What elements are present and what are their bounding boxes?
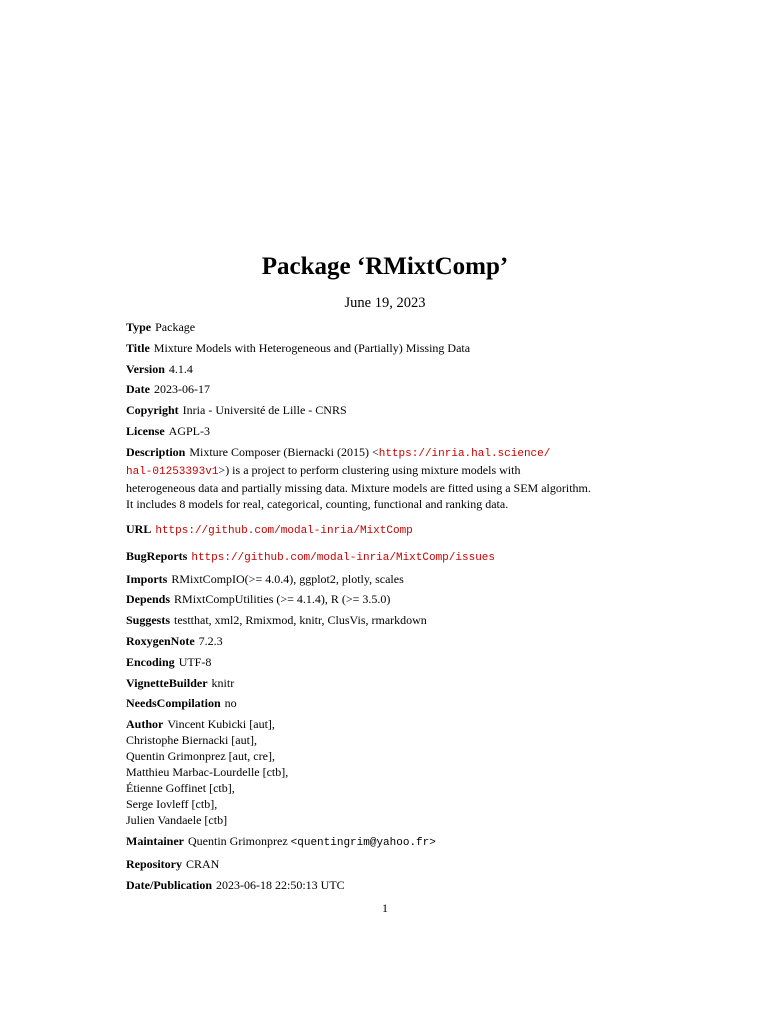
field-suggests xyxy=(126,612,666,628)
maintainer-email: <quentingrim@yahoo.fr> xyxy=(290,836,436,849)
field-depends xyxy=(126,591,666,607)
field-label: Author xyxy=(126,717,164,732)
field-value: UTF-8 xyxy=(178,654,212,669)
description-text: Mixture Composer (Biernacki (2015) < xyxy=(189,444,379,459)
field-label: License xyxy=(126,423,165,438)
package-title: Package ‘RMixtComp’ xyxy=(261,253,509,280)
description-line-4: It includes 8 models for real, categorical, counting, functional and ranking data. xyxy=(126,496,509,511)
field-label: Description xyxy=(126,444,186,459)
url-link[interactable]: https://github.com/modal-inria/MixtComp xyxy=(155,524,413,537)
field-date xyxy=(126,381,666,397)
description-line-2 xyxy=(126,462,666,480)
field-roxygennote xyxy=(126,633,666,649)
description-line-3: heterogeneous data and partially missing data. Mixture models are fitted using a SEM algorithm. xyxy=(126,480,591,495)
field-copyright xyxy=(126,402,666,418)
field-label: Maintainer xyxy=(126,833,184,848)
author-name: Étienne Goffinet [ctb], xyxy=(126,781,235,796)
field-imports xyxy=(126,571,666,587)
field-value: 2023-06-17 xyxy=(154,382,210,397)
description-text: >) is a project to perform clustering using mixture models with xyxy=(218,462,521,477)
field-needscompilation xyxy=(126,695,666,711)
field-value: Inria - Université de Lille - CNRS xyxy=(182,403,347,418)
field-encoding xyxy=(126,654,666,670)
package-fields xyxy=(126,319,666,897)
description-doi-link-cont[interactable]: hal-01253393v1 xyxy=(126,465,219,478)
field-label: VignetteBuilder xyxy=(126,675,208,690)
author-name: Serge Iovleff [ctb], xyxy=(126,797,218,812)
document-date: June 19, 2023 xyxy=(344,295,426,311)
field-label: Type xyxy=(126,320,152,334)
field-label: Repository xyxy=(126,856,182,871)
field-label: URL xyxy=(126,521,152,536)
field-label: Copyright xyxy=(126,403,179,418)
field-value: 2023-06-18 22:50:13 UTC xyxy=(216,877,345,892)
field-bugreports xyxy=(126,548,666,566)
field-label: Date xyxy=(126,382,150,397)
bugreports-link[interactable]: https://github.com/modal-inria/MixtComp/issues xyxy=(191,551,495,564)
field-label: Depends xyxy=(126,592,171,607)
field-url xyxy=(126,521,666,539)
field-maintainer xyxy=(126,833,666,851)
field-value: 7.2.3 xyxy=(198,633,223,648)
field-value: RMixtCompUtilities (>= 4.1.4), R (>= 3.5.0) xyxy=(174,592,391,607)
field-author xyxy=(126,716,666,828)
description-doi-link[interactable]: https://inria.hal.science/ xyxy=(378,447,551,460)
field-repository xyxy=(126,856,666,872)
field-license xyxy=(126,423,666,439)
field-label: Encoding xyxy=(126,654,175,669)
author-name: Christophe Biernacki [aut], xyxy=(126,733,257,748)
author-name: Matthieu Marbac-Lourdelle [ctb], xyxy=(126,765,289,780)
field-value: Mixture Models with Heterogeneous and (Partially) Missing Data xyxy=(153,340,471,355)
field-value: AGPL-3 xyxy=(168,423,211,438)
field-version xyxy=(126,361,666,377)
field-label: Date/Publication xyxy=(126,877,212,892)
field-value: knitr xyxy=(211,675,235,690)
field-value: testthat, xml2, Rmixmod, knitr, ClusVis, rmarkdown xyxy=(174,613,427,628)
author-name: Quentin Grimonprez [aut, cre], xyxy=(126,749,275,764)
field-value: 4.1.4 xyxy=(168,361,193,376)
field-label: BugReports xyxy=(126,548,188,563)
field-label: RoxygenNote xyxy=(126,633,195,648)
maintainer-name: Quentin Grimonprez xyxy=(188,833,288,848)
field-vignettebuilder xyxy=(126,675,666,691)
description-line-1 xyxy=(189,445,550,459)
author-name: Vincent Kubicki [aut], xyxy=(167,717,275,732)
field-description xyxy=(126,444,666,512)
field-label: Version xyxy=(126,361,165,376)
field-label: NeedsCompilation xyxy=(126,696,221,711)
field-value: CRAN xyxy=(186,856,220,871)
field-datepublication xyxy=(126,877,666,893)
field-label: Title xyxy=(126,340,150,355)
field-value: RMixtCompIO(>= 4.0.4), ggplot2, plotly, scales xyxy=(171,571,404,586)
field-title xyxy=(126,340,666,356)
field-value: no xyxy=(224,696,237,711)
field-value: Package xyxy=(155,320,196,334)
page-number: 1 xyxy=(382,901,388,915)
field-label: Suggests xyxy=(126,613,171,628)
author-name: Julien Vandaele [ctb] xyxy=(126,813,228,828)
field-label: Imports xyxy=(126,571,168,586)
field-type xyxy=(126,319,666,335)
